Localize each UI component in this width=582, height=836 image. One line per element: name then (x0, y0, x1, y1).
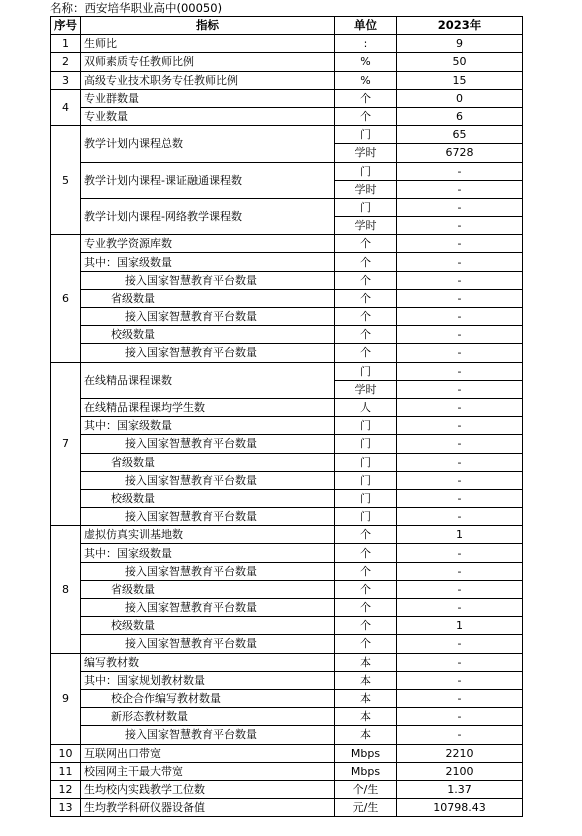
value-cell: - (397, 253, 523, 271)
indicator-cell: 接入国家智慧教育平台数量 (81, 435, 335, 453)
unit-cell: 个 (335, 308, 397, 326)
indicator-cell: 其中：国家级数量 (81, 253, 335, 271)
seq-cell: 13 (51, 799, 81, 817)
seq-cell: 9 (51, 653, 81, 744)
value-cell: 6 (397, 107, 523, 125)
value-cell: - (397, 489, 523, 507)
indicator-cell: 接入国家智慧教育平台数量 (81, 271, 335, 289)
value-cell: - (397, 162, 523, 180)
value-cell: 65 (397, 126, 523, 144)
value-cell: - (397, 508, 523, 526)
indicator-cell: 专业数量 (81, 107, 335, 125)
value-cell: - (397, 326, 523, 344)
unit-cell: 门 (335, 198, 397, 216)
table-row (51, 562, 523, 580)
seq-cell: 11 (51, 762, 81, 780)
value-cell: - (397, 380, 523, 398)
indicator-cell: 省级数量 (81, 580, 335, 598)
indicator-cell: 接入国家智慧教育平台数量 (81, 308, 335, 326)
indicator-cell: 校级数量 (81, 326, 335, 344)
unit-cell: Mbps (335, 762, 397, 780)
table-row (51, 289, 523, 307)
unit-cell: 个 (335, 599, 397, 617)
table-row (51, 398, 523, 416)
value-cell: 1 (397, 617, 523, 635)
unit-cell: 本 (335, 708, 397, 726)
unit-cell: 本 (335, 671, 397, 689)
table-row (51, 417, 523, 435)
value-cell: - (397, 562, 523, 580)
indicator-cell: 校园网主干最大带宽 (81, 762, 335, 780)
unit-cell: 门 (335, 489, 397, 507)
indicator-cell: 校级数量 (81, 617, 335, 635)
table-row (51, 362, 523, 380)
header-indicator: 指标 (81, 17, 335, 35)
table-row (51, 671, 523, 689)
indicator-cell: 在线精品课程课数 (81, 362, 335, 398)
table-row (51, 708, 523, 726)
seq-cell: 8 (51, 526, 81, 653)
table-row (51, 53, 523, 71)
value-cell: - (397, 708, 523, 726)
table-row (51, 726, 523, 744)
seq-cell: 6 (51, 235, 81, 362)
value-cell: - (397, 217, 523, 235)
table-row (51, 162, 523, 180)
value-cell: - (397, 308, 523, 326)
document-title: 名称：西安培华职业高中(00050) (50, 1, 223, 15)
value-cell: - (397, 398, 523, 416)
table-body (51, 35, 523, 817)
unit-cell: 学时 (335, 144, 397, 162)
unit-cell: 个 (335, 344, 397, 362)
indicator-cell: 接入国家智慧教育平台数量 (81, 508, 335, 526)
unit-cell: 门 (335, 508, 397, 526)
table-row (51, 198, 523, 216)
seq-cell: 1 (51, 35, 81, 53)
table-row (51, 744, 523, 762)
unit-cell: 个 (335, 580, 397, 598)
seq-cell: 10 (51, 744, 81, 762)
unit-cell: 门 (335, 453, 397, 471)
unit-cell: 本 (335, 653, 397, 671)
value-cell: - (397, 544, 523, 562)
unit-cell: 门 (335, 471, 397, 489)
value-cell: 1.37 (397, 780, 523, 798)
indicator-cell: 教学计划内课程总数 (81, 126, 335, 162)
table-row (51, 326, 523, 344)
value-cell: 2100 (397, 762, 523, 780)
unit-cell: 元/生 (335, 799, 397, 817)
unit-cell: 学时 (335, 380, 397, 398)
table-row (51, 780, 523, 798)
header-unit: 单位 (335, 17, 397, 35)
table-row (51, 235, 523, 253)
unit-cell: 个 (335, 89, 397, 107)
indicator-cell: 双师素质专任教师比例 (81, 53, 335, 71)
unit-cell: % (335, 71, 397, 89)
table-row (51, 599, 523, 617)
unit-cell: 个 (335, 562, 397, 580)
value-cell: - (397, 635, 523, 653)
value-cell: - (397, 235, 523, 253)
value-cell: - (397, 435, 523, 453)
indicator-cell: 教学计划内课程-网络教学课程数 (81, 198, 335, 234)
value-cell: 2210 (397, 744, 523, 762)
unit-cell: 个 (335, 235, 397, 253)
unit-cell: 个 (335, 289, 397, 307)
indicator-cell: 专业教学资源库数 (81, 235, 335, 253)
indicator-cell: 专业群数量 (81, 89, 335, 107)
indicator-cell: 接入国家智慧教育平台数量 (81, 471, 335, 489)
value-cell: - (397, 198, 523, 216)
value-cell: 6728 (397, 144, 523, 162)
unit-cell: 本 (335, 726, 397, 744)
unit-cell: : (335, 35, 397, 53)
indicator-cell: 互联网出口带宽 (81, 744, 335, 762)
unit-cell: 门 (335, 362, 397, 380)
indicator-cell: 编写教材数 (81, 653, 335, 671)
seq-cell: 12 (51, 780, 81, 798)
table-row (51, 689, 523, 707)
value-cell: - (397, 362, 523, 380)
unit-cell: 个 (335, 326, 397, 344)
value-cell: - (397, 671, 523, 689)
value-cell: - (397, 580, 523, 598)
indicator-cell: 生均教学科研仪器设备值 (81, 799, 335, 817)
table-row (51, 544, 523, 562)
table-row (51, 617, 523, 635)
indicator-cell: 其中：国家级数量 (81, 417, 335, 435)
unit-cell: 个/生 (335, 780, 397, 798)
value-cell: 15 (397, 71, 523, 89)
seq-cell: 7 (51, 362, 81, 526)
table-row (51, 799, 523, 817)
value-cell: - (397, 417, 523, 435)
table-row (51, 271, 523, 289)
unit-cell: 门 (335, 435, 397, 453)
unit-cell: 本 (335, 689, 397, 707)
unit-cell: 门 (335, 162, 397, 180)
unit-cell: 学时 (335, 217, 397, 235)
value-cell: 10798.43 (397, 799, 523, 817)
value-cell: - (397, 289, 523, 307)
indicator-cell: 高级专业技术职务专任教师比例 (81, 71, 335, 89)
table-row (51, 489, 523, 507)
indicator-cell: 接入国家智慧教育平台数量 (81, 635, 335, 653)
indicator-cell: 其中：国家规划教材数量 (81, 671, 335, 689)
indicator-cell: 接入国家智慧教育平台数量 (81, 726, 335, 744)
indicator-cell: 虚拟仿真实训基地数 (81, 526, 335, 544)
unit-cell: % (335, 53, 397, 71)
indicator-cell: 接入国家智慧教育平台数量 (81, 599, 335, 617)
indicator-cell: 在线精品课程课均学生数 (81, 398, 335, 416)
value-cell: - (397, 453, 523, 471)
table-row (51, 107, 523, 125)
unit-cell: Mbps (335, 744, 397, 762)
table-row (51, 471, 523, 489)
unit-cell: 个 (335, 107, 397, 125)
unit-cell: 个 (335, 526, 397, 544)
table-row (51, 635, 523, 653)
seq-cell: 4 (51, 89, 81, 125)
unit-cell: 个 (335, 271, 397, 289)
unit-cell: 人 (335, 398, 397, 416)
value-cell: 50 (397, 53, 523, 71)
unit-cell: 门 (335, 417, 397, 435)
seq-cell: 5 (51, 126, 81, 235)
unit-cell: 门 (335, 126, 397, 144)
value-cell: - (397, 271, 523, 289)
indicator-cell: 生师比 (81, 35, 335, 53)
indicator-cell: 校企合作编写教材数量 (81, 689, 335, 707)
table-row (51, 253, 523, 271)
indicator-cell: 省级数量 (81, 289, 335, 307)
value-cell: - (397, 726, 523, 744)
table-row (51, 89, 523, 107)
value-cell: - (397, 344, 523, 362)
unit-cell: 学时 (335, 180, 397, 198)
header-seq: 序号 (51, 17, 81, 35)
table-row (51, 653, 523, 671)
value-cell: - (397, 180, 523, 198)
unit-cell: 个 (335, 253, 397, 271)
value-cell: - (397, 653, 523, 671)
seq-cell: 3 (51, 71, 81, 89)
table-row (51, 344, 523, 362)
value-cell: 9 (397, 35, 523, 53)
value-cell: - (397, 599, 523, 617)
header-year: 2023年 (397, 17, 523, 35)
table-row (51, 526, 523, 544)
indicator-cell: 接入国家智慧教育平台数量 (81, 344, 335, 362)
indicator-cell: 省级数量 (81, 453, 335, 471)
seq-cell: 2 (51, 53, 81, 71)
unit-cell: 个 (335, 617, 397, 635)
table-row (51, 508, 523, 526)
table-row (51, 71, 523, 89)
value-cell: 0 (397, 89, 523, 107)
indicator-cell: 校级数量 (81, 489, 335, 507)
table-header-row (51, 17, 523, 35)
table-row (51, 580, 523, 598)
unit-cell: 个 (335, 544, 397, 562)
indicator-cell: 教学计划内课程-课证融通课程数 (81, 162, 335, 198)
value-cell: - (397, 689, 523, 707)
indicator-table (50, 16, 523, 817)
indicator-cell: 其中：国家级数量 (81, 544, 335, 562)
value-cell: 1 (397, 526, 523, 544)
table-row (51, 35, 523, 53)
table-row (51, 453, 523, 471)
table-row (51, 308, 523, 326)
table-row (51, 762, 523, 780)
indicator-cell: 新形态教材数量 (81, 708, 335, 726)
unit-cell: 个 (335, 635, 397, 653)
table-row (51, 126, 523, 144)
value-cell: - (397, 471, 523, 489)
indicator-cell: 生均校内实践教学工位数 (81, 780, 335, 798)
table-row (51, 435, 523, 453)
indicator-cell: 接入国家智慧教育平台数量 (81, 562, 335, 580)
